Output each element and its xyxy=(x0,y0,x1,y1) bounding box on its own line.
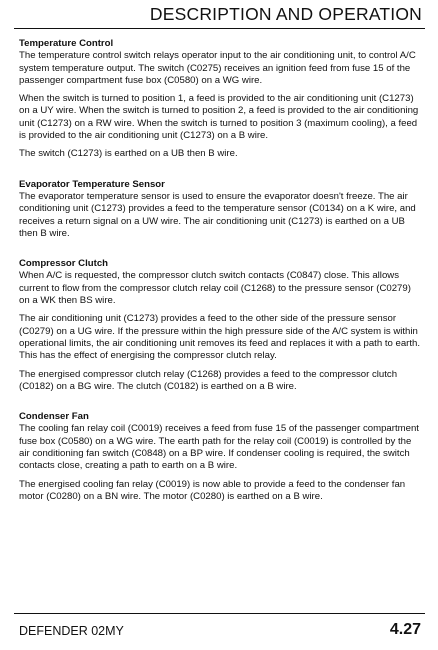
section-evaporator-temperature-sensor xyxy=(19,179,423,240)
paragraph: When the switch is turned to position 1, a feed is provided to the air conditioning unit (C1273) on a UY wire. When the switch is turned to position 2, a feed is provided to the air conditioning unit (C1273) on a RW wire. When the switch is turned to position 3 (maximum cooling), a feed is provided to the air conditioning unit (C1273) on a B wire. xyxy=(19,93,419,142)
section-condenser-fan xyxy=(19,411,423,503)
paragraph: When A/C is requested, the compressor clutch switch contacts (C0847) close. This allows current to flow from the compressor clutch relay coil (C1268) to the pressure sensor (C0279) on a WK then BS wire. xyxy=(19,270,411,307)
document-body xyxy=(19,38,423,503)
footer-divider xyxy=(14,613,425,614)
section-compressor-clutch xyxy=(19,258,423,393)
paragraph: The switch (C1273) is earthed on a UB then B wire. xyxy=(19,148,238,160)
section-heading: Compressor Clutch xyxy=(19,258,109,270)
paragraph: The cooling fan relay coil (C0019) receives a feed from fuse 15 of the passenger compartment fuse box (C0580) on a WG wire. The earth path for the relay coil (C0019) is controlled by the air conditioning fan switch (C0848) on a BP wire. If condenser cooling is required, the switch contacts close, creating a path to earth on a B wire. xyxy=(19,423,419,472)
page-header-title: DESCRIPTION AND OPERATION xyxy=(149,4,422,24)
section-temperature-control xyxy=(19,38,423,161)
section-heading: Condenser Fan xyxy=(19,411,89,423)
paragraph: The energised cooling fan relay (C0019) is now able to provide a feed to the condenser fan motor (C0280) on a BN wire. The motor (C0280) is earthed on a B wire. xyxy=(19,478,406,502)
header-divider xyxy=(14,28,425,29)
footer-model-label: DEFENDER 02MY xyxy=(19,624,124,638)
paragraph: The air conditioning unit (C1273) provides a feed to the other side of the pressure sensor (C0279) on a UG wire. If the pressure within the high pressure side of the A/C system is within operational limits, the air conditioning unit removes its feed and replaces it with a path to earth. This has the effect of energising the compressor clutch relay. xyxy=(19,313,421,362)
page-number: 4.27 xyxy=(389,621,421,638)
paragraph: The evaporator temperature sensor is used to ensure the evaporator doesn't freeze. The air conditioning unit (C1273) provides a feed to the temperature sensor (C0134) on a K wire, and receives a return signal on a UW wire. The air conditioning unit (C1273) is earthed on a UB then B wire. xyxy=(19,190,416,239)
section-heading: Evaporator Temperature Sensor xyxy=(19,178,165,190)
section-heading: Temperature Control xyxy=(19,38,114,49)
paragraph: The temperature control switch relays operator input to the air conditioning unit, to control A/C system temperature output. The switch (C0275) receives an ignition feed from fuse 15 of the passenger compartment fuse box (C0580) on a WG wire. xyxy=(19,50,416,86)
paragraph: The energised compressor clutch relay (C1268) provides a feed to the compressor clutch (C0182) on a BG wire. The clutch (C0182) is earthed on a B wire. xyxy=(19,368,398,392)
